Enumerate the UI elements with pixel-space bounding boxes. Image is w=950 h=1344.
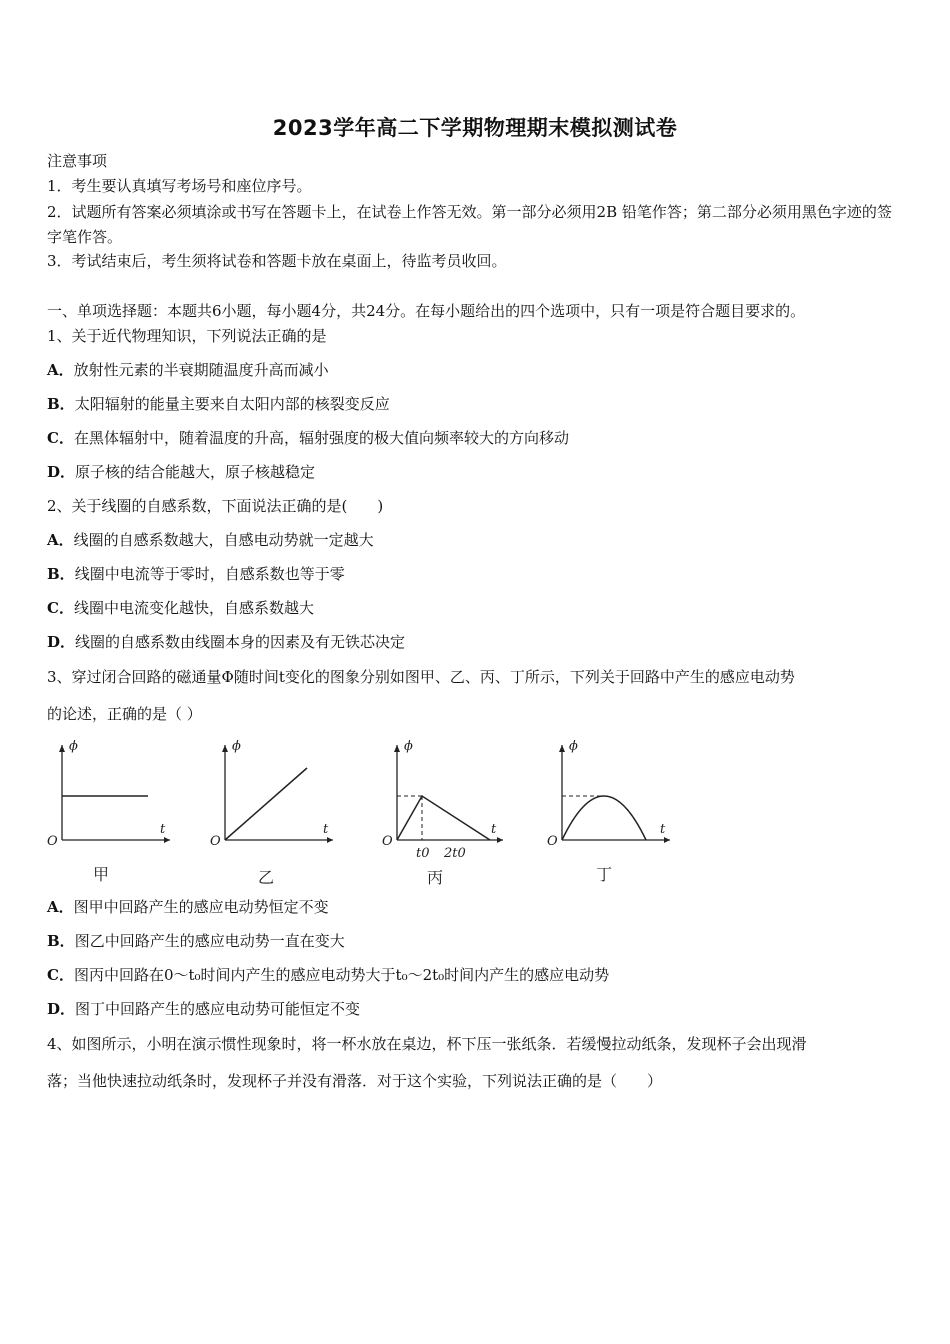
t0-label: t0: [416, 846, 430, 861]
option-text: 图丙中回路在0～t₀时间内产生的感应电动势大于t₀～2t₀时间内产生的感应电动势: [73, 966, 610, 984]
option-letter: D．: [47, 463, 76, 481]
origin-label: O: [210, 834, 221, 849]
option-text: 图甲中回路产生的感应电动势恒定不变: [73, 898, 329, 916]
graph-jia: [40, 730, 180, 890]
y-axis-arrow: [559, 745, 565, 752]
option-letter: B．: [47, 565, 75, 583]
y-axis-arrow: [222, 745, 228, 752]
q2-option-a: [47, 529, 906, 551]
x-axis-label: t: [160, 822, 166, 837]
notice-item: 3．考试结束后，考生须将试卷和答题卡放在桌面上，待监考员收回。: [47, 252, 507, 270]
y-axis-label: ϕ: [69, 739, 78, 754]
origin-label: O: [47, 834, 58, 849]
option-text: 图乙中回路产生的感应电动势一直在变大: [74, 932, 345, 950]
option-text: 线圈的自感系数越大，自感电动势就一定越大: [73, 531, 374, 549]
question-3-stem-cont: 的论述，正确的是（ ）: [47, 705, 202, 723]
q1-option-b: [47, 393, 906, 415]
two-t0-label: 2t0: [444, 846, 466, 861]
option-letter: A．: [47, 531, 74, 549]
option-letter: A．: [47, 898, 74, 916]
origin-label: O: [382, 834, 393, 849]
option-text: 放射性元素的半衰期随温度升高而减小: [73, 361, 329, 379]
q2-option-d: [47, 631, 906, 653]
notice-heading: 注意事项: [47, 152, 108, 170]
q3-option-c: [47, 964, 906, 986]
question-3-stem: 3、穿过闭合回路的磁通量Φ随时间t变化的图象分别如图甲、乙、丙、丁所示，下列关于回路中产生的感应电动势: [47, 668, 795, 686]
origin-label: O: [547, 834, 558, 849]
option-letter: D．: [47, 1000, 76, 1018]
question-4-stem: 4、如图所示，小明在演示惯性现象时，将一杯水放在桌边，杯下压一张纸条．若缓慢拉动纸条，发现杯子会出现滑: [47, 1035, 807, 1053]
option-text: 原子核的结合能越大，原子核越稳定: [75, 463, 316, 481]
graph-caption: 丙: [427, 868, 444, 887]
flux-curve: [397, 796, 490, 840]
notice-item: 2．试题所有答案必须填涂或书写在答题卡上，在试卷上作答无效。第一部分必须用2B 铅笔作答；第二部分必须用黑色字迹的签字笔作答。: [47, 203, 892, 246]
question-4-stem-cont: 落；当他快速拉动纸条时，发现杯子并没有滑落．对于这个实验，下列说法正确的是（ ）: [47, 1072, 663, 1090]
y-axis-label: ϕ: [404, 739, 413, 754]
y-axis-arrow: [394, 745, 400, 752]
x-axis-arrow: [164, 837, 170, 843]
flux-curve: [225, 768, 307, 840]
option-text: 图丁中回路产生的感应电动势可能恒定不变: [75, 1000, 361, 1018]
option-text: 线圈中电流变化越快，自感系数越大: [73, 599, 314, 617]
q1-option-d: [47, 461, 906, 483]
q3-option-a: [47, 896, 906, 918]
option-text: 线圈中电流等于零时，自感系数也等于零: [74, 565, 345, 583]
option-letter: C．: [47, 599, 74, 617]
q2-option-b: [47, 563, 906, 585]
graph-ding: [540, 730, 680, 890]
x-axis-label: t: [491, 822, 497, 837]
q3-option-b: [47, 930, 906, 952]
question-2-stem: 2、关于线圈的自感系数，下面说法正确的是( ): [47, 497, 384, 515]
q2-option-c: [47, 597, 906, 619]
section-heading: 一、单项选择题：本题共6小题，每小题4分，共24分。在每小题给出的四个选项中，只有一项是符合题目要求的。: [47, 302, 806, 320]
option-letter: B．: [47, 932, 75, 950]
x-axis-label: t: [323, 822, 329, 837]
q1-option-c: [47, 427, 906, 449]
y-axis-arrow: [59, 745, 65, 752]
q1-option-a: [47, 359, 906, 381]
y-axis-label: ϕ: [569, 739, 578, 754]
option-letter: C．: [47, 966, 74, 984]
x-axis-arrow: [664, 837, 670, 843]
page-title: 2023学年高二下学期物理期末模拟测试卷: [272, 116, 678, 140]
graph-bing: [375, 730, 515, 890]
option-text: 在黑体辐射中，随着温度的升高，辐射强度的极大值向频率较大的方向移动: [73, 429, 569, 447]
y-axis-label: ϕ: [232, 739, 241, 754]
flux-graphs: [40, 730, 720, 890]
graph-caption: 丁: [596, 865, 613, 884]
graph-caption: 乙: [258, 868, 275, 887]
x-axis-arrow: [327, 837, 333, 843]
q3-option-d: [47, 998, 906, 1020]
option-letter: C．: [47, 429, 74, 447]
notice-item: 1．考生要认真填写考场号和座位序号。: [47, 177, 312, 195]
option-text: 线圈的自感系数由线圈本身的因素及有无铁芯决定: [75, 633, 406, 651]
option-letter: D．: [47, 633, 76, 651]
graph-yi: [203, 730, 343, 890]
question-1-stem: 1、关于近代物理知识，下列说法正确的是: [47, 327, 327, 345]
option-letter: B．: [47, 395, 75, 413]
flux-curve: [562, 796, 646, 840]
x-axis-arrow: [497, 837, 503, 843]
x-axis-label: t: [660, 822, 666, 837]
option-letter: A．: [47, 361, 74, 379]
option-text: 太阳辐射的能量主要来自太阳内部的核裂变反应: [74, 395, 390, 413]
graph-caption: 甲: [93, 865, 110, 884]
